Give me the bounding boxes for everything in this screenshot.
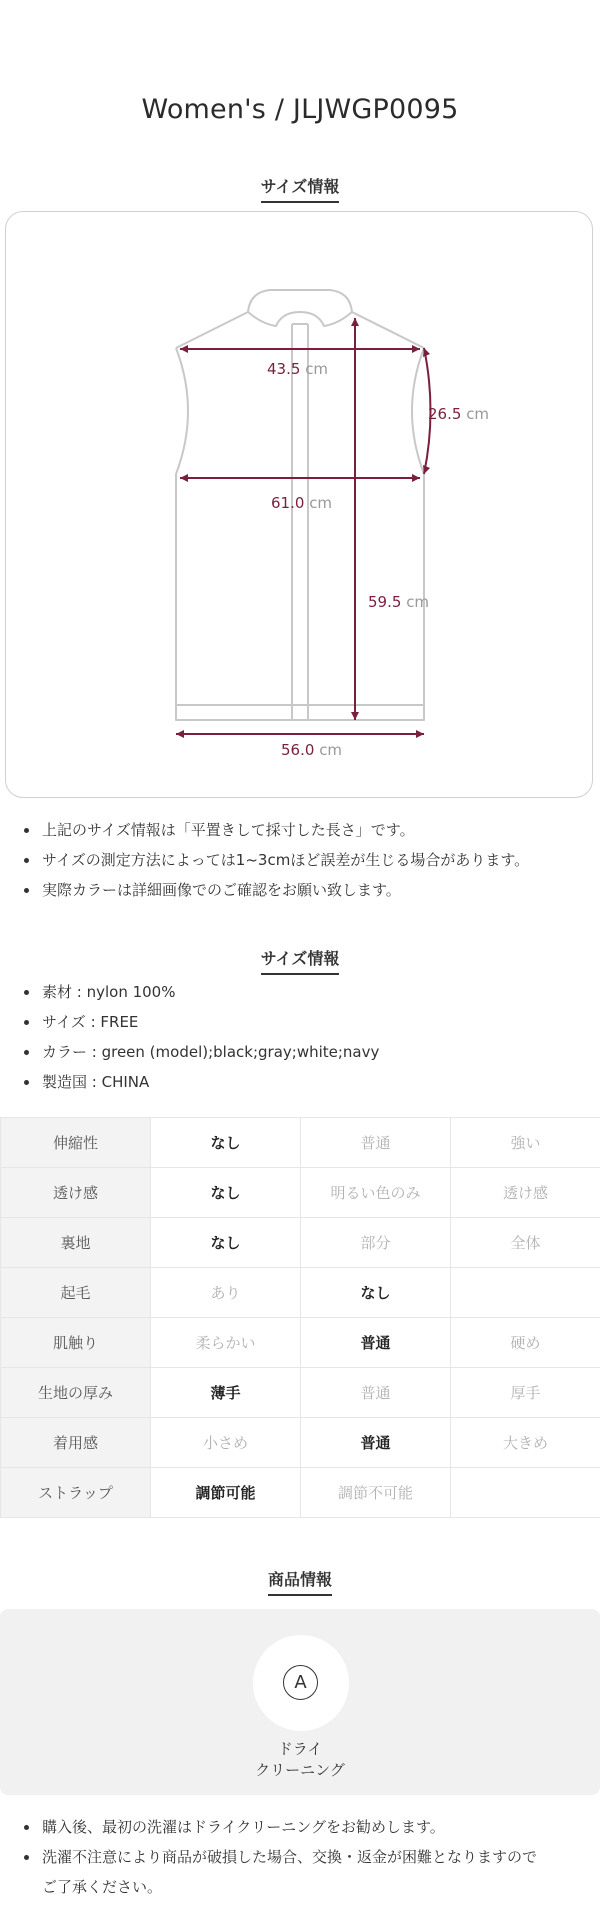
list-item: サイズ : FREE [0, 1007, 580, 1037]
chest-measure-label: 43.5 cm [267, 360, 329, 378]
table-row [1, 1368, 600, 1418]
attribute-label: 肌触り [1, 1318, 151, 1368]
attribute-option: なし [151, 1168, 301, 1218]
attribute-label: 起毛 [1, 1268, 151, 1318]
armhole-measure-label: 26.5 cm [428, 405, 490, 423]
spec-heading: サイズ情報 [0, 946, 600, 975]
hem-measure-label: 56.0 cm [281, 741, 343, 759]
waist-measure-label: 61.0 cm [271, 494, 333, 512]
list-item-continuation: ご了承ください。 [42, 1878, 163, 1896]
list-item: 上記のサイズ情報は「平置きして採寸した長さ」です。 [0, 815, 580, 845]
attribute-option: 薄手 [151, 1368, 301, 1418]
care-label: ドライ クリーニング [255, 1740, 345, 1779]
care-notes-list [0, 1812, 580, 1902]
attribute-option [451, 1268, 600, 1318]
attribute-option: なし [151, 1118, 301, 1168]
table-row [1, 1418, 600, 1468]
table-row [1, 1268, 600, 1318]
care-instructions-box [0, 1609, 600, 1795]
list-item: カラー : green (model);black;gray;white;navy [0, 1037, 580, 1067]
size-notes-list [0, 815, 580, 905]
table-row [1, 1118, 600, 1168]
attribute-option: あり [151, 1268, 301, 1318]
spec-list [0, 977, 580, 1097]
attribute-label: ストラップ [1, 1468, 151, 1518]
attribute-label: 伸縮性 [1, 1118, 151, 1168]
attribute-option [451, 1468, 600, 1518]
table-row [1, 1468, 600, 1518]
attribute-option: 普通 [301, 1118, 451, 1168]
list-item: 購入後、最初の洗濯はドライクリーニングをお勧めします。 [0, 1812, 580, 1842]
attribute-option: 全体 [451, 1218, 600, 1268]
attribute-option: 柔らかい [151, 1318, 301, 1368]
fabric-attribute-table [0, 1117, 600, 1518]
attribute-label: 裏地 [1, 1218, 151, 1268]
vest-size-diagram [0, 0, 600, 800]
table-row [1, 1318, 600, 1368]
attribute-option: 明るい色のみ [301, 1168, 451, 1218]
list-item: 実際カラーは詳細画像でのご確認をお願い致します。 [0, 875, 580, 905]
attribute-option: 普通 [301, 1368, 451, 1418]
attribute-option: 強い [451, 1118, 600, 1168]
attribute-option: なし [301, 1268, 451, 1318]
product-title: Women's / JLJWGP0095 [141, 94, 459, 125]
attribute-option: 普通 [301, 1318, 451, 1368]
attribute-option: 大きめ [451, 1418, 600, 1468]
attribute-option: 厚手 [451, 1368, 600, 1418]
attribute-option: 部分 [301, 1218, 451, 1268]
attribute-option: 普通 [301, 1418, 451, 1468]
attribute-option: 小さめ [151, 1418, 301, 1468]
attribute-option: 調節不可能 [301, 1468, 451, 1518]
product-info-heading: 商品情報 [0, 1567, 600, 1596]
list-item: 洗濯不注意により商品が破損した場合、交換・返金が困難となりますので [0, 1842, 580, 1872]
dry-clean-badge [253, 1635, 349, 1731]
attribute-option: なし [151, 1218, 301, 1268]
list-item: サイズの測定方法によっては1~3cmほど誤差が生じる場合があります。 [0, 845, 580, 875]
table-row [1, 1218, 600, 1268]
size-info-heading: サイズ情報 [0, 174, 600, 203]
dry-clean-icon: A [283, 1665, 318, 1700]
attribute-option: 調節可能 [151, 1468, 301, 1518]
length-measure-label: 59.5 cm [368, 593, 430, 611]
list-item: 素材 : nylon 100% [0, 977, 580, 1007]
attribute-label: 生地の厚み [1, 1368, 151, 1418]
attribute-option: 透け感 [451, 1168, 600, 1218]
measure-lines [176, 318, 431, 738]
attribute-option: 硬め [451, 1318, 600, 1368]
attribute-label: 着用感 [1, 1418, 151, 1468]
table-row [1, 1168, 600, 1218]
list-item: 製造国 : CHINA [0, 1067, 580, 1097]
attribute-label: 透け感 [1, 1168, 151, 1218]
